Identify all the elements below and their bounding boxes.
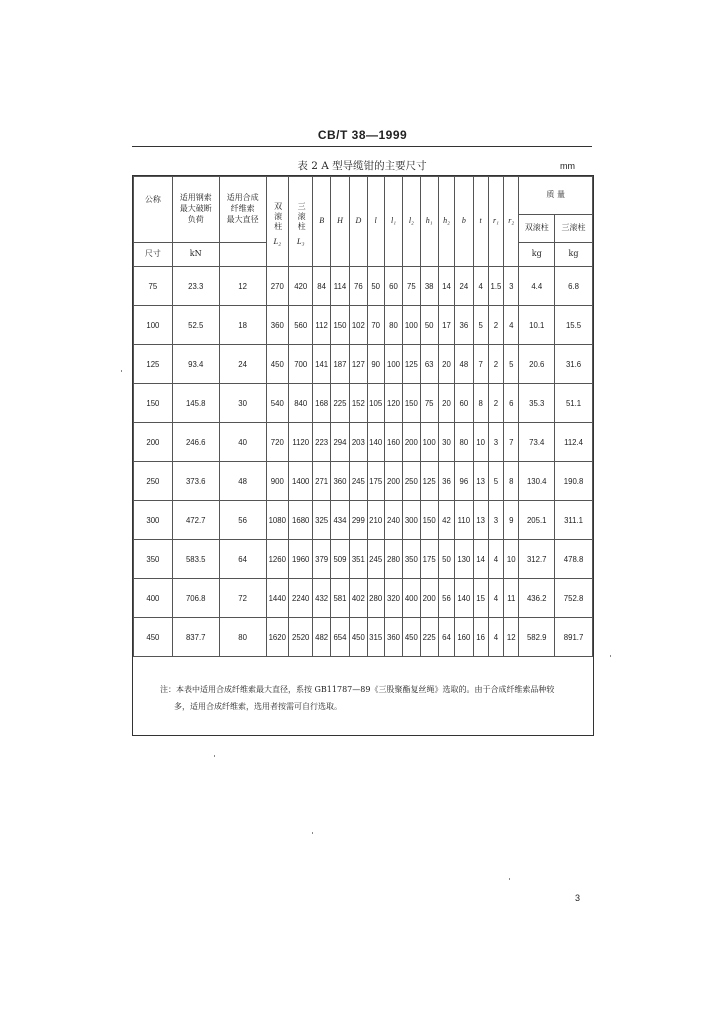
- cell-l2: 360: [266, 306, 288, 345]
- cell-load: 93.4: [172, 345, 219, 384]
- cell-n: 100: [134, 306, 173, 345]
- cell-b: 168: [313, 384, 330, 423]
- header-fiber-line3: 最大直径: [226, 214, 259, 224]
- cell-h: 187: [330, 345, 349, 384]
- dimension-table: [133, 176, 593, 657]
- cell-r1: 4: [488, 618, 503, 657]
- header-rope-load-unit: kN: [172, 243, 219, 267]
- header-double-symbol: L₂: [273, 235, 282, 246]
- cell-m2: 35.3: [519, 384, 555, 423]
- cell-r2: 5: [504, 345, 519, 384]
- cell-m3: 478.8: [555, 540, 593, 579]
- cell-l3: 1120: [289, 423, 313, 462]
- cell-m2: 205.1: [519, 501, 555, 540]
- scan-speck: [312, 832, 313, 834]
- table-row: [134, 384, 593, 423]
- cell-l3: 1960: [289, 540, 313, 579]
- cell-l1: 80: [384, 306, 402, 345]
- cell-r2: 12: [504, 618, 519, 657]
- cell-l1: 360: [384, 618, 402, 657]
- cell-l: 50: [367, 267, 384, 306]
- cell-h: 360: [330, 462, 349, 501]
- cell-l2: 75: [403, 267, 420, 306]
- table-row: [134, 501, 593, 540]
- cell-b: 96: [455, 462, 473, 501]
- cell-load: 373.6: [172, 462, 219, 501]
- cell-d: 351: [350, 540, 367, 579]
- header-h1: h₁: [420, 177, 438, 267]
- cell-h2: 20: [438, 384, 454, 423]
- cell-m2: 10.1: [519, 306, 555, 345]
- header-r2: r₂: [504, 177, 519, 267]
- cell-r2: 8: [504, 462, 519, 501]
- cell-b: 84: [313, 267, 330, 306]
- cell-m3: 51.1: [555, 384, 593, 423]
- cell-r1: 1.5: [488, 267, 503, 306]
- cell-h: 434: [330, 501, 349, 540]
- cell-h2: 56: [438, 579, 454, 618]
- cell-fd: 64: [219, 540, 266, 579]
- cell-load: 706.8: [172, 579, 219, 618]
- cell-t: 4: [473, 267, 488, 306]
- cell-l: 175: [367, 462, 384, 501]
- cell-b: 160: [455, 618, 473, 657]
- cell-m3: 6.8: [555, 267, 593, 306]
- header-l: l: [367, 177, 384, 267]
- cell-fd: 56: [219, 501, 266, 540]
- cell-r1: 4: [488, 579, 503, 618]
- cell-h1: 63: [420, 345, 438, 384]
- cell-l2: 450: [266, 345, 288, 384]
- cell-l2: 200: [403, 423, 420, 462]
- cell-l2: 900: [266, 462, 288, 501]
- cell-b: 24: [455, 267, 473, 306]
- cell-n: 200: [134, 423, 173, 462]
- cell-n: 350: [134, 540, 173, 579]
- cell-l: 315: [367, 618, 384, 657]
- header-triple-label: 三滚柱: [297, 201, 307, 232]
- cell-l: 280: [367, 579, 384, 618]
- cell-b: 432: [313, 579, 330, 618]
- cell-load: 246.6: [172, 423, 219, 462]
- cell-r2: 10: [504, 540, 519, 579]
- cell-m2: 130.4: [519, 462, 555, 501]
- header-l2: l₂: [403, 177, 420, 267]
- cell-b: 223: [313, 423, 330, 462]
- cell-r2: 3: [504, 267, 519, 306]
- cell-b: 379: [313, 540, 330, 579]
- cell-n: 125: [134, 345, 173, 384]
- cell-d: 402: [350, 579, 367, 618]
- cell-l2: 150: [403, 384, 420, 423]
- cell-l3: 1400: [289, 462, 313, 501]
- scan-speck: [509, 878, 510, 880]
- cell-l2: 270: [266, 267, 288, 306]
- cell-l1: 100: [384, 345, 402, 384]
- cell-b: 60: [455, 384, 473, 423]
- cell-l2: 1080: [266, 501, 288, 540]
- cell-b: 271: [313, 462, 330, 501]
- page-number: 3: [575, 893, 581, 903]
- table-row: [134, 267, 593, 306]
- cell-n: 150: [134, 384, 173, 423]
- cell-r2: 11: [504, 579, 519, 618]
- header-rope-load-line3: 负荷: [187, 214, 204, 224]
- cell-l2: 250: [403, 462, 420, 501]
- cell-l2: 1620: [266, 618, 288, 657]
- cell-d: 299: [350, 501, 367, 540]
- cell-t: 5: [473, 306, 488, 345]
- cell-l: 140: [367, 423, 384, 462]
- cell-t: 10: [473, 423, 488, 462]
- cell-l2: 125: [403, 345, 420, 384]
- cell-h1: 38: [420, 267, 438, 306]
- cell-r2: 6: [504, 384, 519, 423]
- cell-h: 114: [330, 267, 349, 306]
- cell-load: 145.8: [172, 384, 219, 423]
- cell-t: 13: [473, 501, 488, 540]
- cell-t: 8: [473, 384, 488, 423]
- cell-b: 140: [455, 579, 473, 618]
- cell-h: 294: [330, 423, 349, 462]
- scan-speck: [121, 370, 122, 372]
- cell-fd: 80: [219, 618, 266, 657]
- cell-h1: 50: [420, 306, 438, 345]
- cell-r1: 2: [488, 345, 503, 384]
- cell-load: 52.5: [172, 306, 219, 345]
- cell-d: 102: [350, 306, 367, 345]
- cell-l3: 560: [289, 306, 313, 345]
- cell-h1: 100: [420, 423, 438, 462]
- cell-r1: 3: [488, 423, 503, 462]
- cell-fd: 18: [219, 306, 266, 345]
- cell-l: 70: [367, 306, 384, 345]
- cell-r2: 9: [504, 501, 519, 540]
- cell-l2: 300: [403, 501, 420, 540]
- header-rope-load: [172, 177, 219, 243]
- cell-fd: 48: [219, 462, 266, 501]
- header-H: H: [330, 177, 349, 267]
- cell-h2: 42: [438, 501, 454, 540]
- header-t: t: [473, 177, 488, 267]
- cell-m2: 4.4: [519, 267, 555, 306]
- cell-h: 581: [330, 579, 349, 618]
- cell-m2: 312.7: [519, 540, 555, 579]
- header-h2: h₂: [438, 177, 454, 267]
- cell-m3: 891.7: [555, 618, 593, 657]
- cell-h: 509: [330, 540, 349, 579]
- cell-h1: 225: [420, 618, 438, 657]
- header-D: D: [350, 177, 367, 267]
- header-fiber-diameter: [219, 177, 266, 243]
- cell-l3: 840: [289, 384, 313, 423]
- cell-d: 76: [350, 267, 367, 306]
- cell-l2: 400: [403, 579, 420, 618]
- cell-h2: 14: [438, 267, 454, 306]
- cell-n: 450: [134, 618, 173, 657]
- cell-r1: 2: [488, 306, 503, 345]
- cell-b: 482: [313, 618, 330, 657]
- header-triple-symbol: L₃: [296, 235, 305, 246]
- cell-load: 583.5: [172, 540, 219, 579]
- cell-t: 13: [473, 462, 488, 501]
- cell-l1: 200: [384, 462, 402, 501]
- cell-h: 225: [330, 384, 349, 423]
- cell-l1: 240: [384, 501, 402, 540]
- header-mass-unit-triple: kg: [555, 243, 593, 267]
- cell-b: 80: [455, 423, 473, 462]
- header-mass-unit-double: kg: [519, 243, 555, 267]
- table-caption: 表 2 A 型导缆钳的主要尺寸: [297, 160, 427, 172]
- table-note: [160, 681, 590, 715]
- cell-b: 141: [313, 345, 330, 384]
- cell-n: 75: [134, 267, 173, 306]
- header-double-roller: [266, 177, 288, 267]
- cell-l1: 120: [384, 384, 402, 423]
- cell-l: 245: [367, 540, 384, 579]
- cell-d: 203: [350, 423, 367, 462]
- cell-l1: 280: [384, 540, 402, 579]
- cell-fd: 30: [219, 384, 266, 423]
- cell-l2: 450: [403, 618, 420, 657]
- cell-m2: 73.4: [519, 423, 555, 462]
- cell-l2: 1440: [266, 579, 288, 618]
- cell-l3: 700: [289, 345, 313, 384]
- header-nominal: [134, 177, 173, 243]
- header-nominal-top: 公称: [144, 195, 161, 204]
- cell-fd: 40: [219, 423, 266, 462]
- cell-h1: 75: [420, 384, 438, 423]
- dimension-table-frame: [132, 175, 594, 736]
- cell-r1: 2: [488, 384, 503, 423]
- cell-t: 7: [473, 345, 488, 384]
- cell-h1: 125: [420, 462, 438, 501]
- cell-r1: 4: [488, 540, 503, 579]
- cell-d: 450: [350, 618, 367, 657]
- cell-b: 130: [455, 540, 473, 579]
- header-fiber-line2: 纤维索: [230, 203, 255, 213]
- cell-m3: 311.1: [555, 501, 593, 540]
- cell-d: 152: [350, 384, 367, 423]
- cell-l: 90: [367, 345, 384, 384]
- scan-speck: [214, 755, 215, 757]
- cell-m3: 112.4: [555, 423, 593, 462]
- note-line-2: 多，适用合成纤维索，选用者按需可自行选取。: [174, 702, 342, 711]
- scan-speck: [610, 655, 611, 657]
- header-B: B: [313, 177, 330, 267]
- cell-m2: 582.9: [519, 618, 555, 657]
- header-fiber-line1: 适用合成: [226, 193, 259, 202]
- cell-h2: 17: [438, 306, 454, 345]
- table-row: [134, 618, 593, 657]
- cell-b: 325: [313, 501, 330, 540]
- cell-h1: 150: [420, 501, 438, 540]
- cell-n: 300: [134, 501, 173, 540]
- cell-h: 150: [330, 306, 349, 345]
- cell-l2: 720: [266, 423, 288, 462]
- standard-header: CB/T 38—1999: [317, 128, 408, 142]
- cell-m2: 436.2: [519, 579, 555, 618]
- cell-r1: 3: [488, 501, 503, 540]
- cell-r2: 4: [504, 306, 519, 345]
- cell-fd: 12: [219, 267, 266, 306]
- cell-l3: 2240: [289, 579, 313, 618]
- note-line-1: 注：本表中适用合成纤维索最大直径，系按 GB11787—89《三股聚酯复丝绳》选取的。由于合成纤维索品种较: [160, 685, 555, 694]
- table-row: [134, 462, 593, 501]
- header-rope-load-line2: 最大破断: [179, 203, 212, 213]
- table-row: [134, 306, 593, 345]
- cell-b: 112: [313, 306, 330, 345]
- header-b: b: [455, 177, 473, 267]
- header-nominal-bottom: 尺寸: [134, 243, 173, 267]
- cell-m2: 20.6: [519, 345, 555, 384]
- table-row: [134, 345, 593, 384]
- header-triple-roller: [289, 177, 313, 267]
- cell-m3: 31.6: [555, 345, 593, 384]
- cell-h2: 50: [438, 540, 454, 579]
- cell-load: 472.7: [172, 501, 219, 540]
- cell-r1: 5: [488, 462, 503, 501]
- header-mass-triple: 三滚柱: [555, 215, 593, 243]
- cell-l: 105: [367, 384, 384, 423]
- cell-l2: 350: [403, 540, 420, 579]
- cell-h2: 64: [438, 618, 454, 657]
- cell-fd: 72: [219, 579, 266, 618]
- header-l1: l₁: [384, 177, 402, 267]
- header-mass-double: 双滚柱: [519, 215, 555, 243]
- cell-l: 210: [367, 501, 384, 540]
- table-body: [134, 267, 593, 657]
- cell-l3: 1680: [289, 501, 313, 540]
- cell-t: 15: [473, 579, 488, 618]
- cell-l2: 540: [266, 384, 288, 423]
- cell-l3: 2520: [289, 618, 313, 657]
- cell-t: 16: [473, 618, 488, 657]
- cell-h2: 20: [438, 345, 454, 384]
- cell-d: 127: [350, 345, 367, 384]
- cell-m3: 15.5: [555, 306, 593, 345]
- cell-m3: 190.8: [555, 462, 593, 501]
- table-row: [134, 579, 593, 618]
- cell-h1: 175: [420, 540, 438, 579]
- cell-load: 837.7: [172, 618, 219, 657]
- cell-h2: 36: [438, 462, 454, 501]
- cell-h2: 30: [438, 423, 454, 462]
- cell-h: 654: [330, 618, 349, 657]
- cell-t: 14: [473, 540, 488, 579]
- cell-h1: 200: [420, 579, 438, 618]
- unit-label: mm: [560, 161, 575, 171]
- header-rule: [132, 146, 592, 147]
- cell-n: 250: [134, 462, 173, 501]
- cell-l3: 420: [289, 267, 313, 306]
- header-mass: 质 量: [519, 177, 593, 215]
- table-row: [134, 423, 593, 462]
- header-r1: r₁: [488, 177, 503, 267]
- cell-l1: 160: [384, 423, 402, 462]
- header-fiber-line3-dup: [219, 243, 266, 267]
- cell-d: 245: [350, 462, 367, 501]
- header-rope-load-line1: 适用钢索: [179, 193, 212, 202]
- cell-n: 400: [134, 579, 173, 618]
- cell-load: 23.3: [172, 267, 219, 306]
- cell-b: 48: [455, 345, 473, 384]
- cell-l1: 320: [384, 579, 402, 618]
- cell-b: 110: [455, 501, 473, 540]
- cell-l2: 100: [403, 306, 420, 345]
- cell-m3: 752.8: [555, 579, 593, 618]
- cell-r2: 7: [504, 423, 519, 462]
- header-double-label: 双滚柱: [273, 201, 283, 232]
- cell-l2: 1260: [266, 540, 288, 579]
- table-row: [134, 540, 593, 579]
- cell-b: 36: [455, 306, 473, 345]
- cell-l1: 60: [384, 267, 402, 306]
- cell-fd: 24: [219, 345, 266, 384]
